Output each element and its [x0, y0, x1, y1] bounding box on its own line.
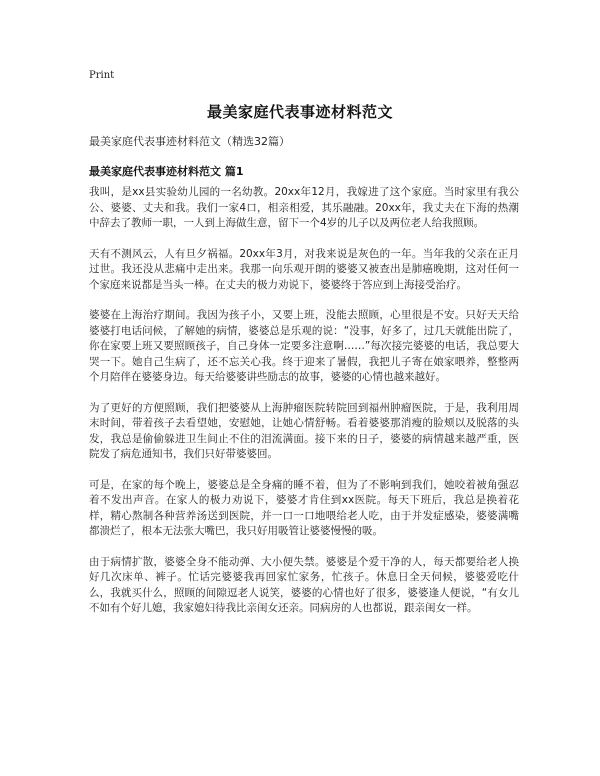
section-heading: 最美家庭代表事迹材料范文 篇1 — [89, 165, 244, 178]
print-label[interactable]: Print — [89, 70, 115, 81]
paragraph-6: 由于病情扩散，婆婆全身不能动弹、大小便失禁。婆婆是个爱干净的人，每天都要给老人换好几次床单、裤子。忙话完婆婆我再回家忙家务，忙孩子。休息日全天伺候，婆婆爱吃什么，我就买什么，照顾的间隙逗老人说笑，婆婆的心情也好了很多，婆婆逢人便说，“有女儿不如有个好儿媳，我家媳妇待我比亲闺女还亲。同病房的人也都说，跟亲闺女一样。 — [89, 555, 519, 614]
paragraph-2: 天有不测风云，人有旦夕祸福。20xx年3月，对我来说是灰色的一年。当年我的父亲在正月过世。我还没从悲痛中走出来。我那一向乐观开朗的婆婆又被查出是肺癌晚期，这对任何一个家庭来说都是当头一棒。在丈夫的极力劝说下，婆婆终于答应到上海接受治疗。 — [89, 247, 519, 291]
paragraph-5: 可是，在家的每个晚上，婆婆总是全身痛的睡不着，但为了不影响到我们，她咬着被角强忍着不发出声音。在家人的极力劝说下，婆婆才肯住到xx医院。每天下班后，我总是换着花样，精心熬制各种营养汤送到医院，并一口一口地喂给老人吃，由于并发症感染，婆婆满嘴都溃烂了，根本无法张大嘴巴，我只好用吸管让婆婆慢慢的吸。 — [89, 478, 519, 537]
page-title: 最美家庭代表事迹材料范文 — [206, 103, 393, 121]
article-body — [89, 185, 519, 632]
paragraph-4: 为了更好的方便照顾，我们把婆婆从上海肿瘤医院转院回到福州肿瘤医院，于是，我利用周末时间，带着孩子去看望她，安慰她，让她心情舒畅。看着婆婆那消瘦的脸颊以及脱落的头发，我总是偷偷躲进卫生间止不住的泪流满面。接下来的日子，婆婆的病情越来越严重，医院发了病危通知书，我们只好带婆婆回。 — [89, 401, 519, 460]
paragraph-3: 婆婆在上海治疗期间。我因为孩子小，又要上班，没能去照顾，心里很是不安。只好天天给婆婆打电话问候，了解她的病情，婆婆总是乐观的说：“没事，好多了，过几天就能出院了，你在家要上班又要照顾孩子，自己身体一定要多注意啊……”每次接完婆婆的电话，我总要大哭一下。她自己生病了，还不忘关心我。终于迎来了暑假，我把儿子寄在娘家喂养，整整两个月陪伴在婆婆身边。每天给婆婆讲些励志的故事，婆婆的心情也越来越好。 — [89, 309, 519, 383]
paragraph-1: 我叫，是xx县实验幼儿园的一名幼教。20xx年12月，我嫁进了这个家庭。当时家里有我公公、婆婆、丈夫和我。我们一家4口，相亲相爱，其乐融融。20xx年，我丈夫在下海的热潮中辞去了教师一职，一人到上海做生意，留下一个4岁的儿子以及两位老人给我照顾。 — [89, 186, 519, 229]
document-subtitle: 最美家庭代表事迹材料范文（精选32篇） — [89, 135, 290, 148]
